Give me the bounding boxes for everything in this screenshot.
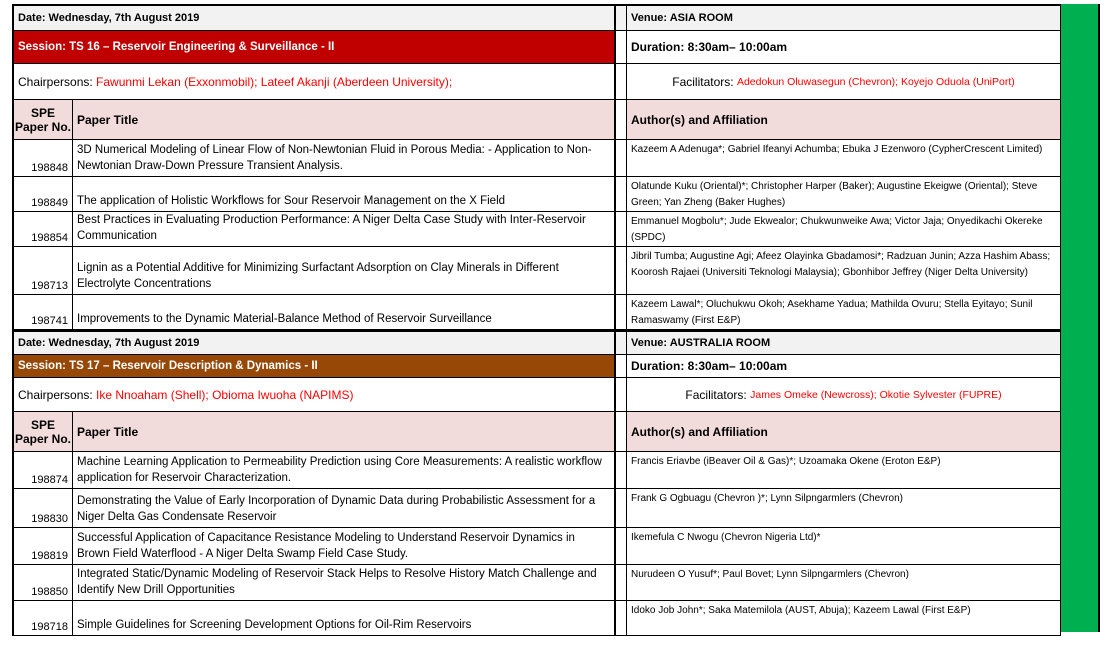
table-row — [12, 565, 1061, 601]
paper-number: 198713 — [12, 247, 73, 294]
table-row — [12, 177, 1061, 212]
session-ts17-table — [12, 330, 1061, 636]
paper-authors: Emmanuel Mogbolu*; Jude Ekwealor; Chukwunweike Awa; Victor Jaja; Onyedikachi Okereke (SPDC) — [626, 212, 1061, 246]
header-paper-title: Paper Title — [73, 100, 616, 139]
table-row — [12, 295, 1061, 330]
paper-number: 198830 — [12, 489, 73, 527]
table-row — [12, 212, 1061, 247]
paper-authors: Olatunde Kuku (Oriental)*; Christopher Harper (Baker); Augustine Ekeigwe (Oriental); Steve Green; Yan Zheng (Baker Hughes) — [626, 177, 1061, 211]
paper-number: 198718 — [12, 601, 73, 635]
session-date: Date: Wednesday, 7th August 2019 — [12, 6, 616, 30]
paper-authors: Francis Eriavbe (iBeaver Oil & Gas)*; Uzoamaka Okene (Eroton E&P) — [626, 452, 1061, 488]
paper-number: 198874 — [12, 452, 73, 488]
table-row — [12, 247, 1061, 295]
paper-number: 198819 — [12, 528, 73, 564]
table-row — [12, 601, 1061, 636]
session-venue: Venue: AUSTRALIA ROOM — [626, 332, 1061, 354]
paper-authors: Nurudeen O Yusuf*; Paul Bovet; Lynn Silpngarmlers (Chevron) — [626, 565, 1061, 600]
green-sidebar-bar — [1061, 4, 1100, 632]
header-authors: Author(s) and Affiliation — [626, 100, 1061, 139]
header-paper-no: SPE Paper No. — [12, 412, 73, 451]
session-venue: Venue: ASIA ROOM — [626, 6, 1061, 30]
paper-title: Lignin as a Potential Additive for Minimizing Surfactant Adsorption on Clay Minerals in Different Electrolyte Concentrations — [73, 247, 616, 294]
chairpersons — [12, 64, 616, 99]
header-paper-title: Paper Title — [73, 412, 616, 451]
session-title: Session: TS 17 – Reservoir Description & Dynamics - II — [12, 355, 616, 377]
paper-authors: Frank G Ogbuagu (Chevron )*; Lynn Silpngarmlers (Chevron) — [626, 489, 1061, 527]
chairs-facilitators-row — [12, 378, 1061, 412]
paper-title: Demonstrating the Value of Early Incorporation of Dynamic Data during Probabilistic Assessment for a Niger Delta Gas Condensate Reservoir — [73, 489, 616, 527]
chairpersons-label: Chairpersons: — [18, 74, 93, 89]
paper-authors: Kazeem A Adenuga*; Gabriel Ifeanyi Achumba; Ebuka J Ezenworo (CypherCrescent Limited) — [626, 140, 1061, 176]
paper-authors: Kazeem Lawal*; Oluchukwu Okoh; Asekhame Yadua; Mathilda Ovuru; Stella Eyitayo; Sunil Ramaswamy (First E&P) — [626, 295, 1061, 329]
header-authors: Author(s) and Affiliation — [626, 412, 1061, 451]
facilitators-label: Facilitators: — [685, 387, 747, 402]
paper-authors: Jibril Tumba; Augustine Agi; Afeez Olayinka Gbadamosi*; Radzuan Junin; Azza Hashim Abass; Koorosh Rajaei (Universiti Teknologi Malaysia); Gbonhibor Jeffrey (Niger Delta University) — [626, 247, 1061, 294]
chairs-facilitators-row — [12, 64, 1061, 100]
paper-title: Best Practices in Evaluating Production Performance: A Niger Delta Case Study with Inter-Reservoir Communication — [73, 212, 616, 246]
chairpersons — [12, 378, 616, 411]
table-header-row — [12, 100, 1061, 140]
paper-title: Successful Application of Capacitance Resistance Modeling to Understand Reservoir Dynamics in Brown Field Waterflood - A Niger Delta Swamp Field Case Study. — [73, 528, 616, 564]
table-row — [12, 452, 1061, 489]
table-row — [12, 528, 1061, 565]
paper-title: Improvements to the Dynamic Material-Balance Method of Reservoir Surveillance — [73, 295, 616, 329]
facilitators — [626, 64, 1061, 99]
paper-title: 3D Numerical Modeling of Linear Flow of Non-Newtonian Fluid in Porous Media: - Application to Non-Newtonian Draw-Down Pressure Transient Analysis. — [73, 140, 616, 176]
table-header-row — [12, 412, 1061, 452]
table-row — [12, 140, 1061, 177]
session-row — [12, 355, 1061, 378]
paper-authors: Ikemefula C Nwogu (Chevron Nigeria Ltd)* — [626, 528, 1061, 564]
paper-number: 198849 — [12, 177, 73, 211]
session-ts16-table — [12, 4, 1061, 330]
facilitators — [626, 378, 1061, 411]
paper-title: The application of Holistic Workflows for Sour Reservoir Management on the X Field — [73, 177, 616, 211]
table-row — [12, 489, 1061, 528]
facilitators-names: James Omeke (Newcross); Okotie Sylvester (FUPRE) — [750, 388, 1002, 401]
chairpersons-names: Ike Nnoaham (Shell); Obioma Iwuoha (NAPIMS) — [96, 387, 354, 402]
facilitators-names: Adedokun Oluwasegun (Chevron); Koyejo Oduola (UniPort) — [736, 75, 1015, 88]
paper-number: 198848 — [12, 140, 73, 176]
chairpersons-names: Fawunmi Lekan (Exxonmobil); Lateef Akanji (Aberdeen University); — [96, 74, 453, 89]
date-venue-row — [12, 4, 1061, 31]
paper-number: 198850 — [12, 565, 73, 600]
paper-authors: Idoko Job John*; Saka Matemilola (AUST, Abuja); Kazeem Lawal (First E&P) — [626, 601, 1061, 635]
header-paper-no: SPE Paper No. — [12, 100, 73, 139]
paper-title: Integrated Static/Dynamic Modeling of Reservoir Stack Helps to Resolve History Match Challenge and Identify New Drill Opportunities — [73, 565, 616, 600]
paper-title: Machine Learning Application to Permeability Prediction using Core Measurements: A realistic workflow application for Reservoir Characterization. — [73, 452, 616, 488]
paper-title: Simple Guidelines for Screening Development Options for Oil-Rim Reservoirs — [73, 601, 616, 635]
session-duration: Duration: 8:30am– 10:00am — [626, 355, 1061, 377]
session-duration: Duration: 8:30am– 10:00am — [626, 31, 1061, 63]
session-date: Date: Wednesday, 7th August 2019 — [12, 332, 616, 354]
paper-number: 198741 — [12, 295, 73, 329]
session-title: Session: TS 16 – Reservoir Engineering & Surveillance - II — [12, 31, 616, 63]
session-row — [12, 31, 1061, 64]
paper-number: 198854 — [12, 212, 73, 246]
chairpersons-label: Chairpersons: — [18, 387, 93, 402]
facilitators-label: Facilitators: — [672, 74, 734, 89]
date-venue-row — [12, 330, 1061, 355]
